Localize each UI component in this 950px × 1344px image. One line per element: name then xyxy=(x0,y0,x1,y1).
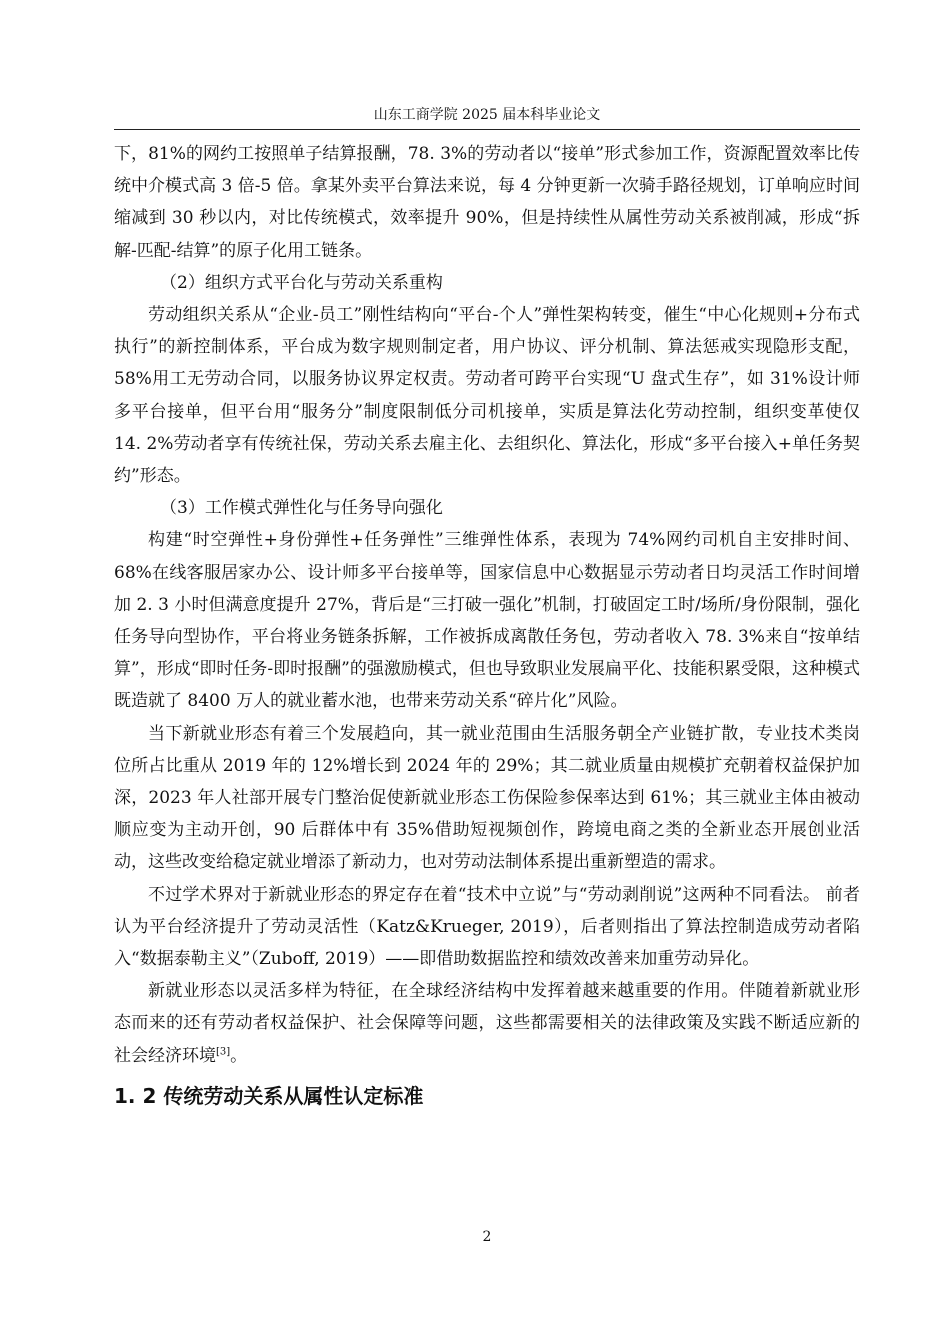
summary-text: 新就业形态以灵活多样为特征，在全球经济结构中发挥着越来越重要的作用。伴随着新就业形态而来的还有劳动者权益保护、社会保障等问题，这些都需要相关的法律政策及实践不断适应新的社会经济环境 xyxy=(114,981,860,1066)
body-text xyxy=(114,138,860,1110)
citation-ref[interactable]: [3] xyxy=(216,1046,231,1058)
subheading-3: （3）工作模式弹性化与任务导向强化 xyxy=(160,498,443,519)
paragraph-work-mode: 构建“时空弹性+身份弹性+任务弹性”三维弹性体系，表现为 74%网约司机自主安排时间、68%在线客服居家办公、设计师多平台接单等，国家信息中心数据显示劳动者日均灵活工作时间增加 2. 3 小时但满意度提升 27%，背后是“三打破一强化”机制，打破固定工时/场所/身份限制，强化任务导向型协作，平台将业务链条拆解，工作被拆成离散任务包，劳动者收入 78. 3%来自“按单结算”，形成“即时任务-即时报酬”的强激励模式，但也导致职业发展扁平化、技能积累受限，这种模式既造就了 8400 万人的就业蓄水池，也带来劳动关系“碎片化”风险。 xyxy=(114,530,860,712)
header-divider xyxy=(114,129,860,130)
section-heading: 1. 2 传统劳动关系从属性认定标准 xyxy=(114,1083,424,1108)
page-number: 2 xyxy=(482,1229,492,1245)
paragraph-academic-views: 不过学术界对于新就业形态的界定存在着“技术中立说”与“劳动剥削说”这两种不同看法。 前者认为平台经济提升了劳动灵活性（Katz&Krueger, 2019），后者则指出了算法控制造成劳动者陷入“数据泰勒主义”（Zuboff, 2019）——即借助数据监控和绩效改善来加重劳动异化。 xyxy=(114,884,860,970)
paragraph-trends: 当下新就业形态有着三个发展趋向，其一就业范围由生活服务朝全产业链扩散，专业技术类岗位所占比重从 2019 年的 12%增长到 2024 年的 29%；其二就业质量由规模扩充朝着权益保护加深，2023 年人社部开展专门整治促使新就业形态工伤保险参保率达到 61%；其三就业主体由被动顺应变为主动开创，90 后群体中有 35%借助短视频创作，跨境电商之类的全新业态开展创业活动，这些改变给稳定就业增添了新动力，也对劳动法制体系提出重新塑造的需求。 xyxy=(114,723,860,873)
summary-end-punct: 。 xyxy=(230,1045,248,1066)
paragraph-summary xyxy=(114,975,860,1072)
paragraph-organization: 劳动组织关系从“企业-员工”刚性结构向“平台-个人”弹性架构转变，催生“中心化规则+分布式执行”的新控制体系，平台成为数字规则制定者，用户协议、评分机制、算法惩戒实现隐形支配，58%用工无劳动合同，以服务协议界定权责。劳动者可跨平台实现“U 盘式生存”，如 31%设计师多平台接单，但平台用“服务分”制度限制低分司机接单，实质是算法化劳动控制，组织变革使仅 14. 2%劳动者享有传统社保，劳动关系去雇主化、去组织化、算法化，形成“多平台接入+单任务契约”形态。 xyxy=(114,305,860,487)
paragraph-continuation: 下，81%的网约工按照单子结算报酬，78. 3%的劳动者以“接单”形式参加工作，资源配置效率比传统中介模式高 3 倍-5 倍。拿某外卖平台算法来说，每 4 分钟更新一次骑手路径规划，订单响应时间缩减到 30 秒以内，对比传统模式，效率提升 90%，但是持续性从属性劳动关系被削减，形成“拆解-匹配-结算”的原子化用工链条。 xyxy=(114,144,860,261)
running-header: 山东工商学院 2025 届本科毕业论文 xyxy=(373,107,601,123)
subheading-2: （2）组织方式平台化与劳动关系重构 xyxy=(160,272,443,293)
